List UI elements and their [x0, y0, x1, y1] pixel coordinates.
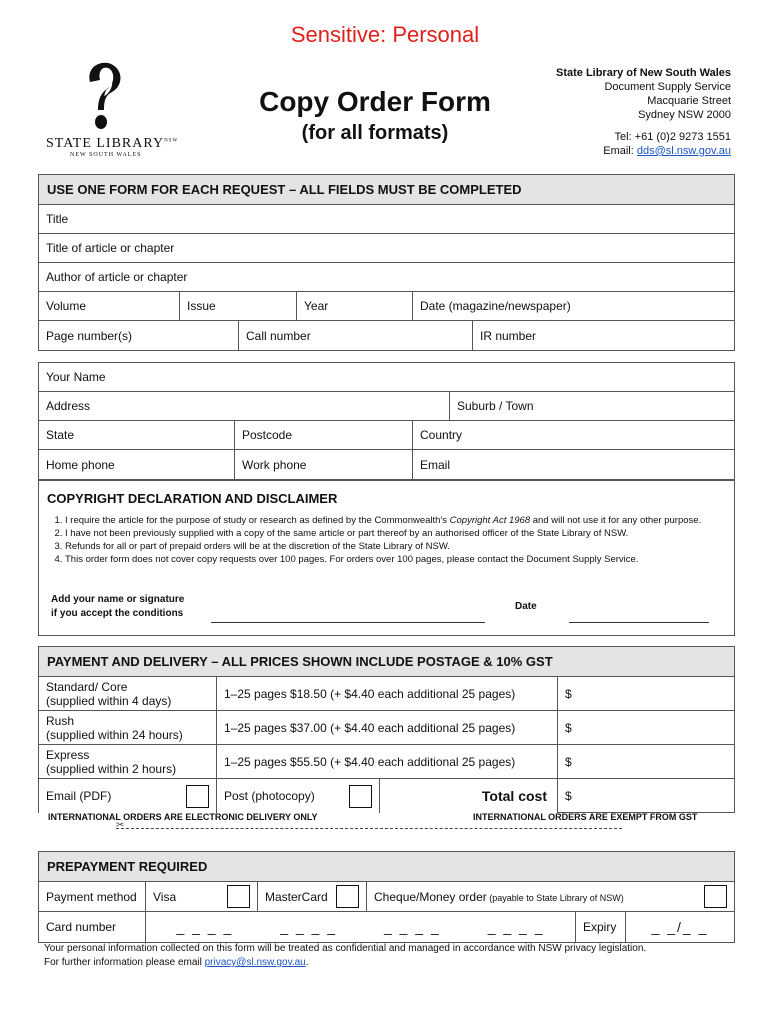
- service-time: (supplied within 2 hours): [46, 761, 177, 776]
- expiry-label: Expiry: [576, 912, 626, 942]
- logo-name: STATE LIBRARY: [46, 136, 165, 151]
- service-name: Express: [46, 747, 90, 762]
- mastercard-label: MasterCard: [265, 889, 328, 904]
- privacy-footer: [44, 942, 646, 970]
- payment-row-rush[interactable]: [39, 711, 734, 745]
- logo-tm: NSW: [164, 138, 179, 144]
- privacy-period: .: [305, 957, 309, 968]
- cheque-label: Cheque/Money order: [374, 889, 487, 904]
- signature-label-2: if you accept the conditions: [51, 608, 184, 619]
- dds-email-link[interactable]: dds@sl.nsw.gov.au: [636, 145, 731, 157]
- author-field[interactable]: Author of article or chapter: [46, 270, 188, 284]
- service-price: 1–25 pages $37.00 (+ $4.40 each additional 25 pages): [217, 711, 558, 744]
- delivery-row: [39, 779, 734, 813]
- condition-4: 4. This order form does not cover copy requests over 100 pages. For orders over 100 pages, please contact the Document Supply Service.: [65, 553, 726, 566]
- signature-label-1: Add your name or signature: [51, 594, 185, 605]
- address-line2: Macquarie Street: [647, 95, 731, 107]
- title-field[interactable]: Title: [46, 212, 69, 226]
- email-label: Email:: [603, 145, 637, 157]
- conditions-list: [65, 514, 726, 566]
- contact-section: [38, 362, 735, 480]
- postcode-field[interactable]: Postcode: [235, 421, 413, 449]
- privacy-email-link[interactable]: privacy@sl.nsw.gov.au: [204, 957, 306, 968]
- service-name: Rush: [46, 713, 75, 728]
- condition-3: 3. Refunds for all or part of prepaid orders will be at the discretion of the State Library of NSW.: [65, 540, 726, 553]
- date-field[interactable]: Date (magazine/newspaper): [420, 299, 571, 313]
- service-amount[interactable]: $: [565, 720, 572, 735]
- email-pdf-label: Email (PDF): [46, 789, 112, 803]
- country-field[interactable]: Country: [420, 428, 463, 442]
- total-cost-field[interactable]: $: [558, 779, 734, 813]
- condition-1a: I require the article for the purpose of study or research as defined by the Commonwealth's: [65, 515, 450, 526]
- card-group-2: _ _ _ _: [280, 919, 338, 935]
- issue-field[interactable]: Issue: [180, 292, 297, 320]
- state-field[interactable]: State: [39, 421, 235, 449]
- intl-gst-note: INTERNATIONAL ORDERS ARE EXEMPT FROM GST: [473, 812, 698, 822]
- service-price: 1–25 pages $55.50 (+ $4.40 each additional 25 pages): [217, 745, 558, 778]
- payment-row-express[interactable]: [39, 745, 734, 779]
- service-amount[interactable]: $: [565, 686, 572, 701]
- page-numbers-field[interactable]: Page number(s): [39, 321, 239, 350]
- work-phone-field[interactable]: Work phone: [235, 450, 413, 479]
- date-line[interactable]: [569, 622, 709, 623]
- form-subtitle: (for all formats): [301, 122, 449, 144]
- total-cost-label: Total cost: [380, 779, 558, 813]
- form-title: Copy Order Form: [259, 86, 491, 117]
- card-group-1: _ _ _ _: [176, 919, 234, 935]
- service-price: 1–25 pages $18.50 (+ $4.40 each additional 25 pages): [217, 677, 558, 710]
- post-checkbox[interactable]: [349, 785, 372, 808]
- suburb-field[interactable]: Suburb / Town: [457, 399, 534, 413]
- your-name-field[interactable]: Your Name: [46, 370, 106, 384]
- payment-section: [38, 646, 735, 813]
- copyright-section: [38, 480, 735, 636]
- condition-1b: and will not use it for any other purpose.: [530, 515, 702, 526]
- request-header: USE ONE FORM FOR EACH REQUEST – ALL FIELDS MUST BE COMPLETED: [39, 175, 734, 205]
- copyright-header: COPYRIGHT DECLARATION AND DISCLAIMER: [47, 491, 338, 506]
- cheque-checkbox[interactable]: [704, 885, 727, 908]
- state-library-logo-icon: [80, 60, 130, 134]
- state-library-logo: [42, 60, 182, 160]
- request-section: [38, 174, 735, 351]
- service-amount[interactable]: $: [565, 754, 572, 769]
- service-time: (supplied within 24 hours): [46, 727, 183, 742]
- date-label: Date: [515, 601, 537, 612]
- call-number-field[interactable]: Call number: [239, 321, 473, 350]
- library-address: [556, 66, 731, 158]
- signature-label: [51, 593, 184, 621]
- expiry-field[interactable]: [626, 912, 734, 942]
- visa-label: Visa: [153, 889, 177, 904]
- condition-2: 2. I have not been previously supplied with a copy of the same article or part thereof by an authorised officer of the State Library of NSW.: [65, 527, 726, 540]
- email-pdf-checkbox[interactable]: [186, 785, 209, 808]
- cheque-note: (payable to State Library of NSW): [486, 892, 624, 903]
- cut-line: [116, 828, 622, 829]
- payment-row-standard[interactable]: [39, 677, 734, 711]
- article-title-field[interactable]: Title of article or chapter: [46, 241, 175, 255]
- address-line3: Sydney NSW 2000: [638, 109, 731, 121]
- privacy-line1: Your personal information collected on this form will be treated as confidential and managed in accordance with NSW privacy legislation.: [44, 943, 647, 954]
- card-group-4: _ _ _ _: [487, 919, 545, 935]
- post-label: Post (photocopy): [224, 789, 315, 803]
- service-time: (supplied within 4 days): [46, 693, 172, 708]
- payment-header: PAYMENT AND DELIVERY – ALL PRICES SHOWN INCLUDE POSTAGE & 10% GST: [39, 647, 734, 677]
- signature-line[interactable]: [211, 622, 485, 623]
- copyright-act: Copyright Act 1968: [449, 515, 531, 526]
- address-line1: Document Supply Service: [604, 81, 731, 93]
- card-number-label: Card number: [39, 912, 146, 942]
- address-org: State Library of New South Wales: [555, 67, 731, 79]
- sensitivity-label: Sensitive: Personal: [290, 22, 480, 47]
- home-phone-field[interactable]: Home phone: [39, 450, 235, 479]
- visa-checkbox[interactable]: [227, 885, 250, 908]
- expiry-mask: _ _/_ _: [651, 919, 709, 935]
- scissors-icon: ✂: [116, 820, 125, 831]
- year-field[interactable]: Year: [297, 292, 413, 320]
- payment-method-label: Payment method: [39, 882, 146, 911]
- ir-number-field[interactable]: IR number: [480, 328, 537, 343]
- privacy-line2: For further information please email: [44, 957, 205, 968]
- condition-1: [65, 514, 726, 527]
- volume-field[interactable]: Volume: [39, 292, 180, 320]
- prepayment-section: [38, 851, 735, 943]
- logo-subtitle: NEW SOUTH WALES: [70, 152, 142, 158]
- intl-delivery-note: INTERNATIONAL ORDERS ARE ELECTRONIC DELIVERY ONLY: [48, 812, 318, 822]
- card-number-field[interactable]: [146, 912, 576, 942]
- address-field[interactable]: Address: [39, 392, 450, 420]
- email-field[interactable]: Email: [420, 457, 451, 472]
- address-tel: Tel: +61 (0)2 9273 1551: [614, 131, 731, 143]
- card-group-3: _ _ _ _: [383, 919, 441, 935]
- prepayment-header: PREPAYMENT REQUIRED: [39, 852, 734, 882]
- mastercard-checkbox[interactable]: [336, 885, 359, 908]
- service-name: Standard/ Core: [46, 679, 128, 694]
